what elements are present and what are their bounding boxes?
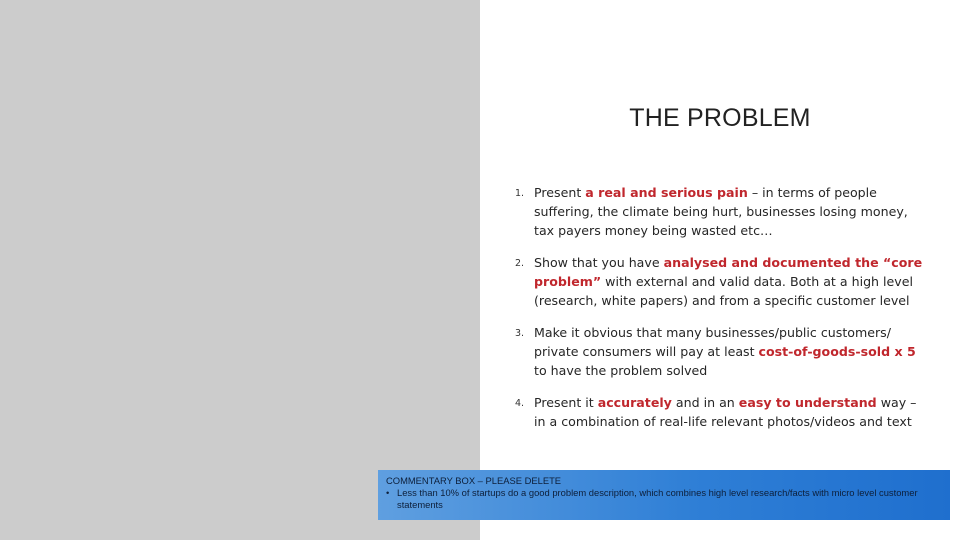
commentary-box xyxy=(378,470,950,520)
point-text: with external and valid data. Both at a high level (research, white papers) and from a specific customer level xyxy=(534,274,913,308)
problem-points-list xyxy=(515,183,925,444)
point-text: Show that you have xyxy=(534,255,664,270)
point-number: 4. xyxy=(515,398,525,409)
slide-title: THE PROBLEM xyxy=(629,104,811,132)
point-text: Present xyxy=(534,185,586,200)
point-number: 2. xyxy=(515,258,525,269)
problem-point xyxy=(515,183,925,240)
point-number: 3. xyxy=(515,328,525,339)
problem-point xyxy=(515,253,925,310)
point-number: 1. xyxy=(515,188,525,199)
point-emphasis-text: analysed and documented the “core problem” xyxy=(534,255,923,289)
point-text: way – in a combination of real-life relevant photos/videos and text xyxy=(534,395,917,429)
point-text: – in terms of people suffering, the climate being hurt, businesses losing money, tax payers money being wasted etc… xyxy=(534,185,908,238)
problem-point xyxy=(515,323,925,380)
commentary-bullet-row xyxy=(386,487,944,511)
point-emphasis-text: a real and serious pain xyxy=(585,185,748,200)
point-emphasis-text: easy to understand xyxy=(738,395,877,410)
point-text: Make it obvious that many businesses/public customers/ private consumers will pay at least xyxy=(534,325,891,359)
point-emphasis-text: accurately xyxy=(597,395,672,410)
bullet-icon: • xyxy=(386,487,390,498)
point-text: to have the problem solved xyxy=(534,363,708,378)
point-emphasis-text: cost-of-goods-sold x 5 xyxy=(758,344,916,359)
commentary-bullet-text: Less than 10% of startups do a good problem description, which combines high level research/facts with micro level customer statements xyxy=(397,487,918,510)
commentary-heading: COMMENTARY BOX – PLEASE DELETE xyxy=(386,475,562,486)
point-text: and in an xyxy=(671,395,739,410)
point-text: Present it xyxy=(534,395,598,410)
problem-point xyxy=(515,393,925,431)
